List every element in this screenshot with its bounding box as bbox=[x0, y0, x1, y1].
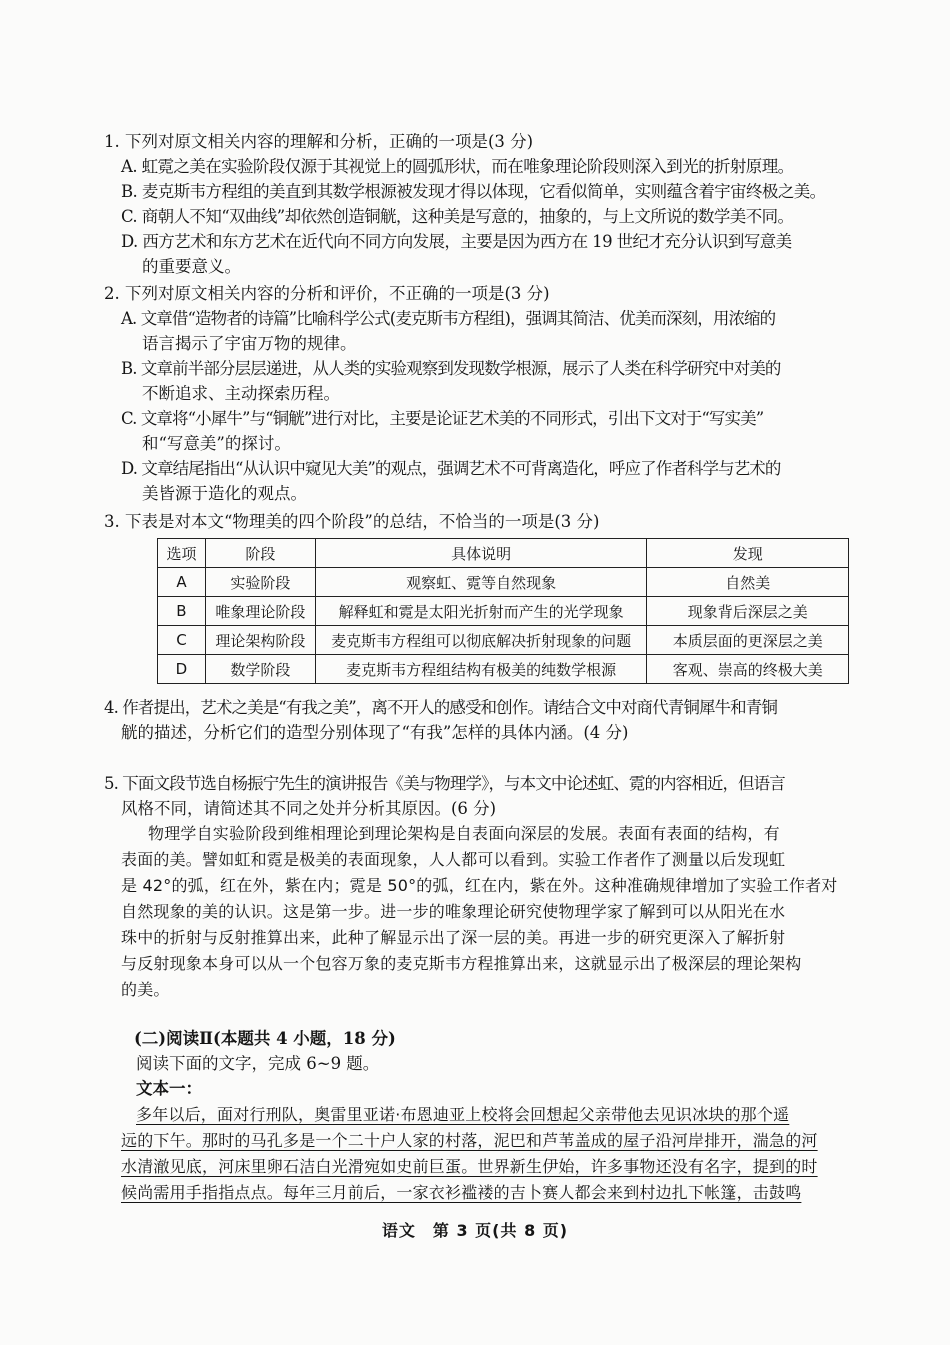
table-cell: 麦克斯韦方程组可以彻底解决折射现象的问题 bbox=[315, 626, 647, 655]
section-instruction: 阅读下面的文字，完成 6~9 题。 bbox=[136, 1054, 380, 1073]
q3-stem: 3. 下表是对本文“物理美的四个阶段”的总结，不恰当的一项是(3 分) bbox=[104, 512, 600, 531]
q4-stem: 4. 作者提出，艺术之美是“有我之美”，离不开人的感受和创作。请结合文中对商代青铜犀牛和青铜 bbox=[104, 698, 777, 717]
text-label: 文本一： bbox=[136, 1079, 202, 1098]
passage-line: 多年以后，面对行刑队，奥雷里亚诺·布恩迪亚上校将会回想起父亲带他去见识冰块的那个遥 bbox=[136, 1105, 790, 1124]
q2-option-a: A. 文章借“造物者的诗篇”比喻科学公式(麦克斯韦方程组)，强调其简洁、优美而深刻，用浓缩的 bbox=[121, 309, 776, 328]
q5-excerpt-line: 自然现象的美的认识。这是第一步。进一步的唯象理论研究使物理学家了解到可以从阳光在水 bbox=[121, 902, 786, 921]
table-cell: 现象背后深层之美 bbox=[647, 597, 849, 626]
table-cell: B bbox=[158, 597, 206, 626]
table-header-cell: 具体说明 bbox=[315, 539, 647, 568]
q1-option-c: C. 商朝人不知“双曲线”却依然创造铜觥，这种美是写意的，抽象的，与上文所说的数学美不同。 bbox=[121, 207, 794, 226]
table-cell: 观察虹、霓等自然现象 bbox=[315, 568, 647, 597]
q5-stem: 5. 下面文段节选自杨振宁先生的演讲报告《美与物理学》，与本文中论述虹、霓的内容相近，但语言 bbox=[104, 774, 785, 793]
q1-option-d-cont: 的重要意义。 bbox=[142, 257, 241, 276]
q5-excerpt-line: 表面的美。譬如虹和霓是极美的表面现象，人人都可以看到。实验工作者作了测量以后发现虹 bbox=[121, 850, 786, 869]
table-cell: A bbox=[158, 568, 206, 597]
table-cell: 自然美 bbox=[647, 568, 849, 597]
q2-option-b-cont: 不断追求、主动探索历程。 bbox=[142, 384, 340, 403]
section-title: (二)阅读Ⅱ(本题共 4 小题，18 分) bbox=[134, 1029, 396, 1048]
q2-option-c: C. 文章将“小犀牛”与“铜觥”进行对比，主要是论证艺术美的不同形式，引出下文对于“写实美” bbox=[121, 409, 764, 428]
stage-table bbox=[157, 538, 849, 684]
q5-excerpt-line: 的美。 bbox=[121, 980, 170, 999]
table-cell: 实验阶段 bbox=[205, 568, 315, 597]
q5-excerpt-line: 物理学自实验阶段到维相理论到理论架构是自表面向深层的发展。表面有表面的结构，有 bbox=[148, 824, 780, 843]
table-cell: 数学阶段 bbox=[205, 655, 315, 684]
table-header-row bbox=[158, 539, 849, 568]
q2-option-c-cont: 和“写意美”的探讨。 bbox=[142, 434, 291, 453]
table-cell: 本质层面的更深层之美 bbox=[647, 626, 849, 655]
table-row bbox=[158, 568, 849, 597]
table-header-cell: 阶段 bbox=[205, 539, 315, 568]
table-row bbox=[158, 626, 849, 655]
q2-option-b: B. 文章前半部分层层递进，从人类的实验观察到发现数学根源，展示了人类在科学研究中对美的 bbox=[121, 359, 781, 378]
q4-stem-cont: 觥的描述，分析它们的造型分别体现了“有我”怎样的具体内涵。(4 分) bbox=[121, 723, 629, 742]
table-header-cell: 发现 bbox=[647, 539, 849, 568]
q1-option-a: A. 虹霓之美在实验阶段仅源于其视觉上的圆弧形状，而在唯象理论阶段则深入到光的折射原理。 bbox=[121, 157, 794, 176]
table-row bbox=[158, 655, 849, 684]
q2-option-d-cont: 美皆源于造化的观点。 bbox=[142, 484, 307, 503]
passage-line: 水清澈见底，河床里卵石洁白光滑宛如史前巨蛋。世界新生伊始，许多事物还没有名字，提到的时 bbox=[121, 1157, 818, 1176]
table-cell: 麦克斯韦方程组结构有极美的纯数学根源 bbox=[315, 655, 647, 684]
table-cell: 理论架构阶段 bbox=[205, 626, 315, 655]
table-cell: C bbox=[158, 626, 206, 655]
table-cell: 客观、崇高的终极大美 bbox=[647, 655, 849, 684]
q1-stem: 1. 下列对原文相关内容的理解和分析，正确的一项是(3 分) bbox=[104, 132, 534, 151]
q2-option-d: D. 文章结尾指出“从认识中窥见大美”的观点，强调艺术不可背离造化，呼应了作者科学与艺术的 bbox=[121, 459, 781, 478]
page-footer: 语文 第 3 页(共 8 页) bbox=[381, 1221, 569, 1240]
passage-line: 远的下午。那时的马孔多是一个二十户人家的村落，泥巴和芦苇盖成的屋子沿河岸排开，湍急的河 bbox=[121, 1131, 818, 1150]
table-row bbox=[158, 597, 849, 626]
passage-line: 候尚需用手指指点点。每年三月前后，一家衣衫褴褛的吉卜赛人都会来到村边扎下帐篷，击鼓鸣 bbox=[121, 1183, 802, 1202]
table-cell: D bbox=[158, 655, 206, 684]
table-cell: 解释虹和霓是太阳光折射而产生的光学现象 bbox=[315, 597, 647, 626]
q5-stem-cont: 风格不同，请简述其不同之处并分析其原因。(6 分) bbox=[121, 799, 497, 818]
table-cell: 唯象理论阶段 bbox=[205, 597, 315, 626]
q1-option-d: D. 西方艺术和东方艺术在近代向不同方向发展，主要是因为西方在 19 世纪才充分认识到写意美 bbox=[121, 232, 792, 251]
q5-excerpt-line: 与反射现象本身可以从一个包容万象的麦克斯韦方程推算出来，这就显示出了极深层的理论架构 bbox=[121, 954, 802, 973]
q2-stem: 2. 下列对原文相关内容的分析和评价，不正确的一项是(3 分) bbox=[104, 284, 550, 303]
table-header-cell: 选项 bbox=[158, 539, 206, 568]
q2-option-a-cont: 语言揭示了宇宙万物的规律。 bbox=[142, 334, 357, 353]
q5-excerpt-line: 是 42°的弧，红在外，紫在内；霓是 50°的弧，红在内，紫在外。这种准确规律增加了实验工作者对 bbox=[121, 876, 838, 895]
q5-excerpt-line: 珠中的折射与反射推算出来，此种了解显示出了深一层的美。再进一步的研究更深入了解折射 bbox=[121, 928, 786, 947]
q1-option-b: B. 麦克斯韦方程组的美直到其数学根源被发现才得以体现，它看似简单，实则蕴含着宇宙终极之美。 bbox=[121, 182, 826, 201]
